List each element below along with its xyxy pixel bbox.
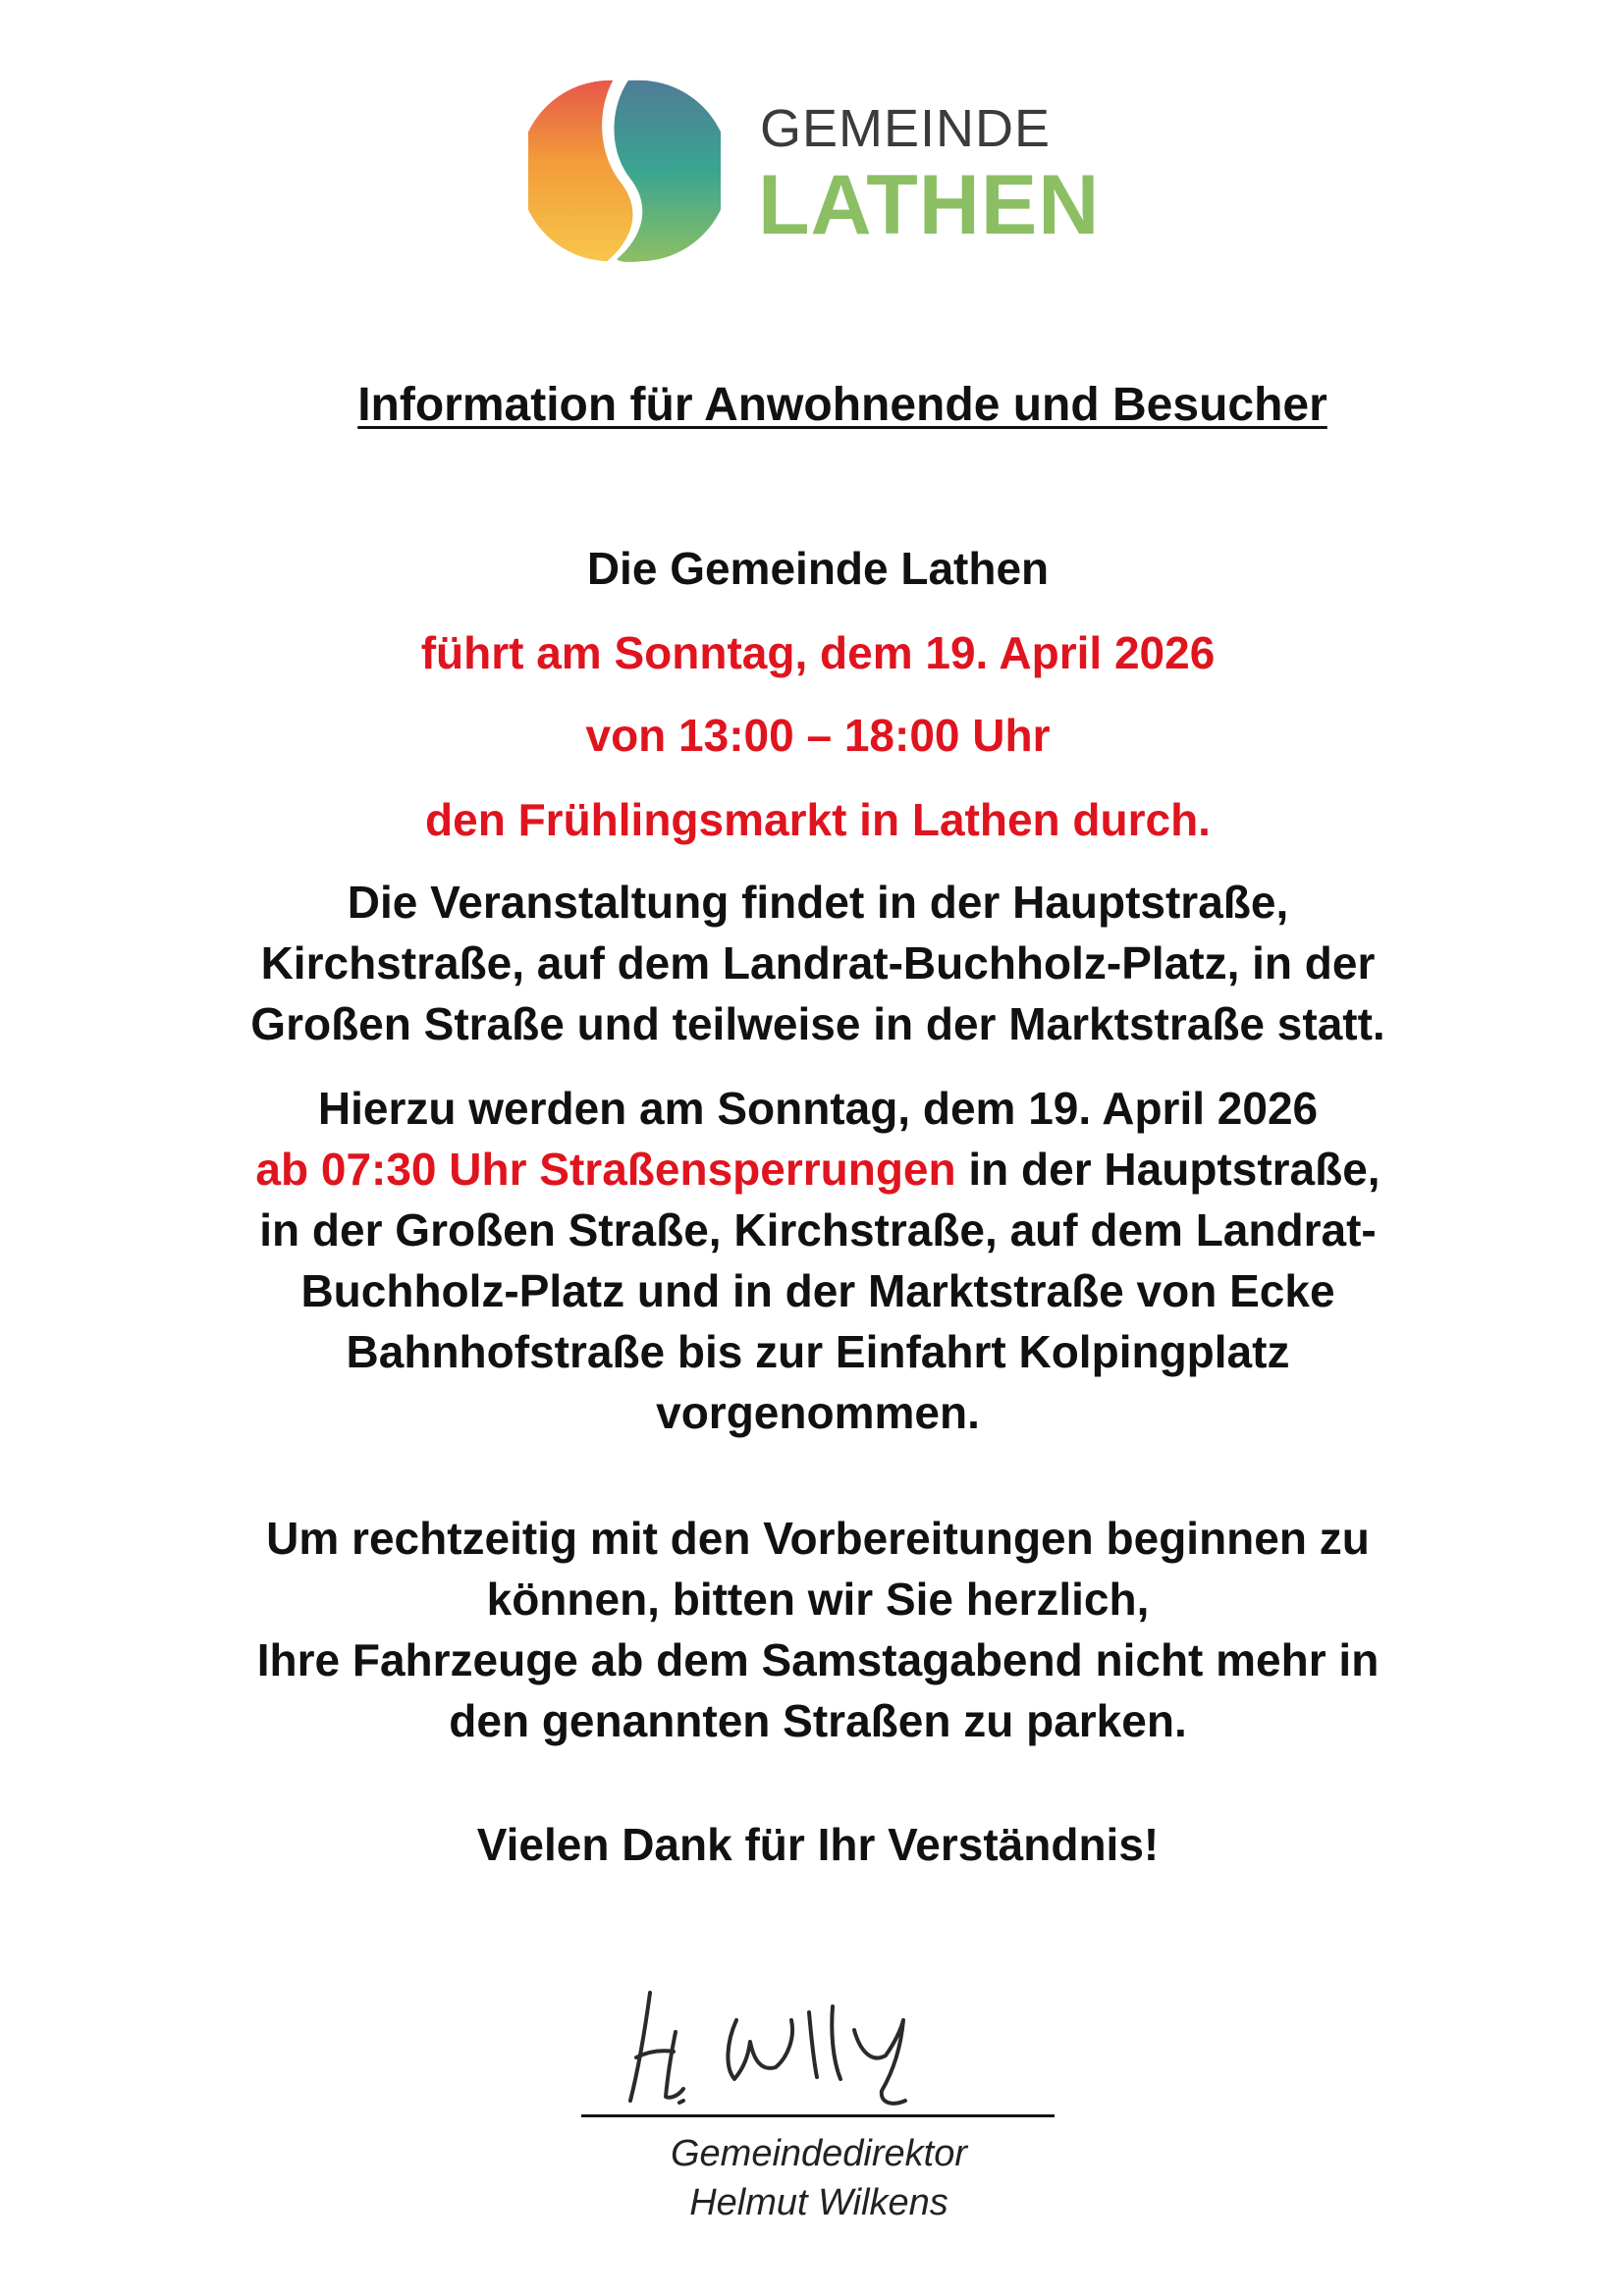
location-row: Die Veranstaltung findet in der Hauptstraße,	[347, 877, 1289, 928]
signature-line	[581, 2114, 1055, 2117]
location-row: Kirchstraße, auf dem Landrat-Buchholz-Platz, in der	[260, 937, 1376, 988]
request-paragraph	[0, 1508, 1624, 1751]
intro-date: führt am Sonntag, dem 19. April 2026	[420, 627, 1216, 678]
municipality-logo	[528, 75, 1117, 271]
request-row: können, bitten wir Sie herzlich,	[486, 1574, 1150, 1625]
page-title: Information für Anwohnende und Besucher	[357, 379, 1327, 431]
request-row: den genannten Straßen zu parken.	[449, 1695, 1187, 1746]
closures-row-rest: in der Hauptstraße,	[955, 1144, 1380, 1195]
intro-municipality: Die Gemeinde Lathen	[586, 543, 1050, 594]
location-row: Großen Straße und teilweise in der Marktstraße statt.	[250, 998, 1385, 1049]
closures-row: Hierzu werden am Sonntag, dem 19. April 2026	[317, 1083, 1319, 1134]
signatory-title: Gemeindedirektor	[670, 2133, 968, 2174]
intro-event: den Frühlingsmarkt in Lathen durch.	[425, 794, 1211, 845]
request-row: Ihre Fahrzeuge ab dem Samstagabend nicht mehr in	[256, 1634, 1380, 1685]
intro-time: von 13:00 – 18:00 Uhr	[585, 710, 1051, 761]
closures-row: in der Großen Straße, Kirchstraße, auf dem Landrat-	[259, 1204, 1377, 1255]
closures-paragraph	[0, 1078, 1624, 1443]
signatory-name: Helmut Wilkens	[689, 2182, 948, 2223]
logo-text-gemeinde: GEMEINDE	[760, 99, 1052, 158]
closures-row: Buchholz-Platz und in der Marktstraße von Ecke	[300, 1265, 1335, 1316]
closures-row: vorgenommen.	[656, 1387, 980, 1438]
logo-text-lathen: LATHEN	[758, 158, 1101, 252]
logo-emblem-icon	[528, 75, 721, 267]
location-paragraph	[0, 872, 1624, 1054]
thanks-line: Vielen Dank für Ihr Verständnis!	[476, 1819, 1160, 1870]
handwritten-signature	[589, 1973, 1001, 2120]
closures-row: Bahnhofstraße bis zur Einfahrt Kolpingplatz	[346, 1326, 1290, 1377]
closures-row-highlight	[0, 1139, 1624, 1200]
request-row: Um rechtzeitig mit den Vorbereitungen beginnen zu	[266, 1513, 1370, 1564]
closure-time-highlight: ab 07:30 Uhr Straßensperrungen	[255, 1144, 956, 1195]
